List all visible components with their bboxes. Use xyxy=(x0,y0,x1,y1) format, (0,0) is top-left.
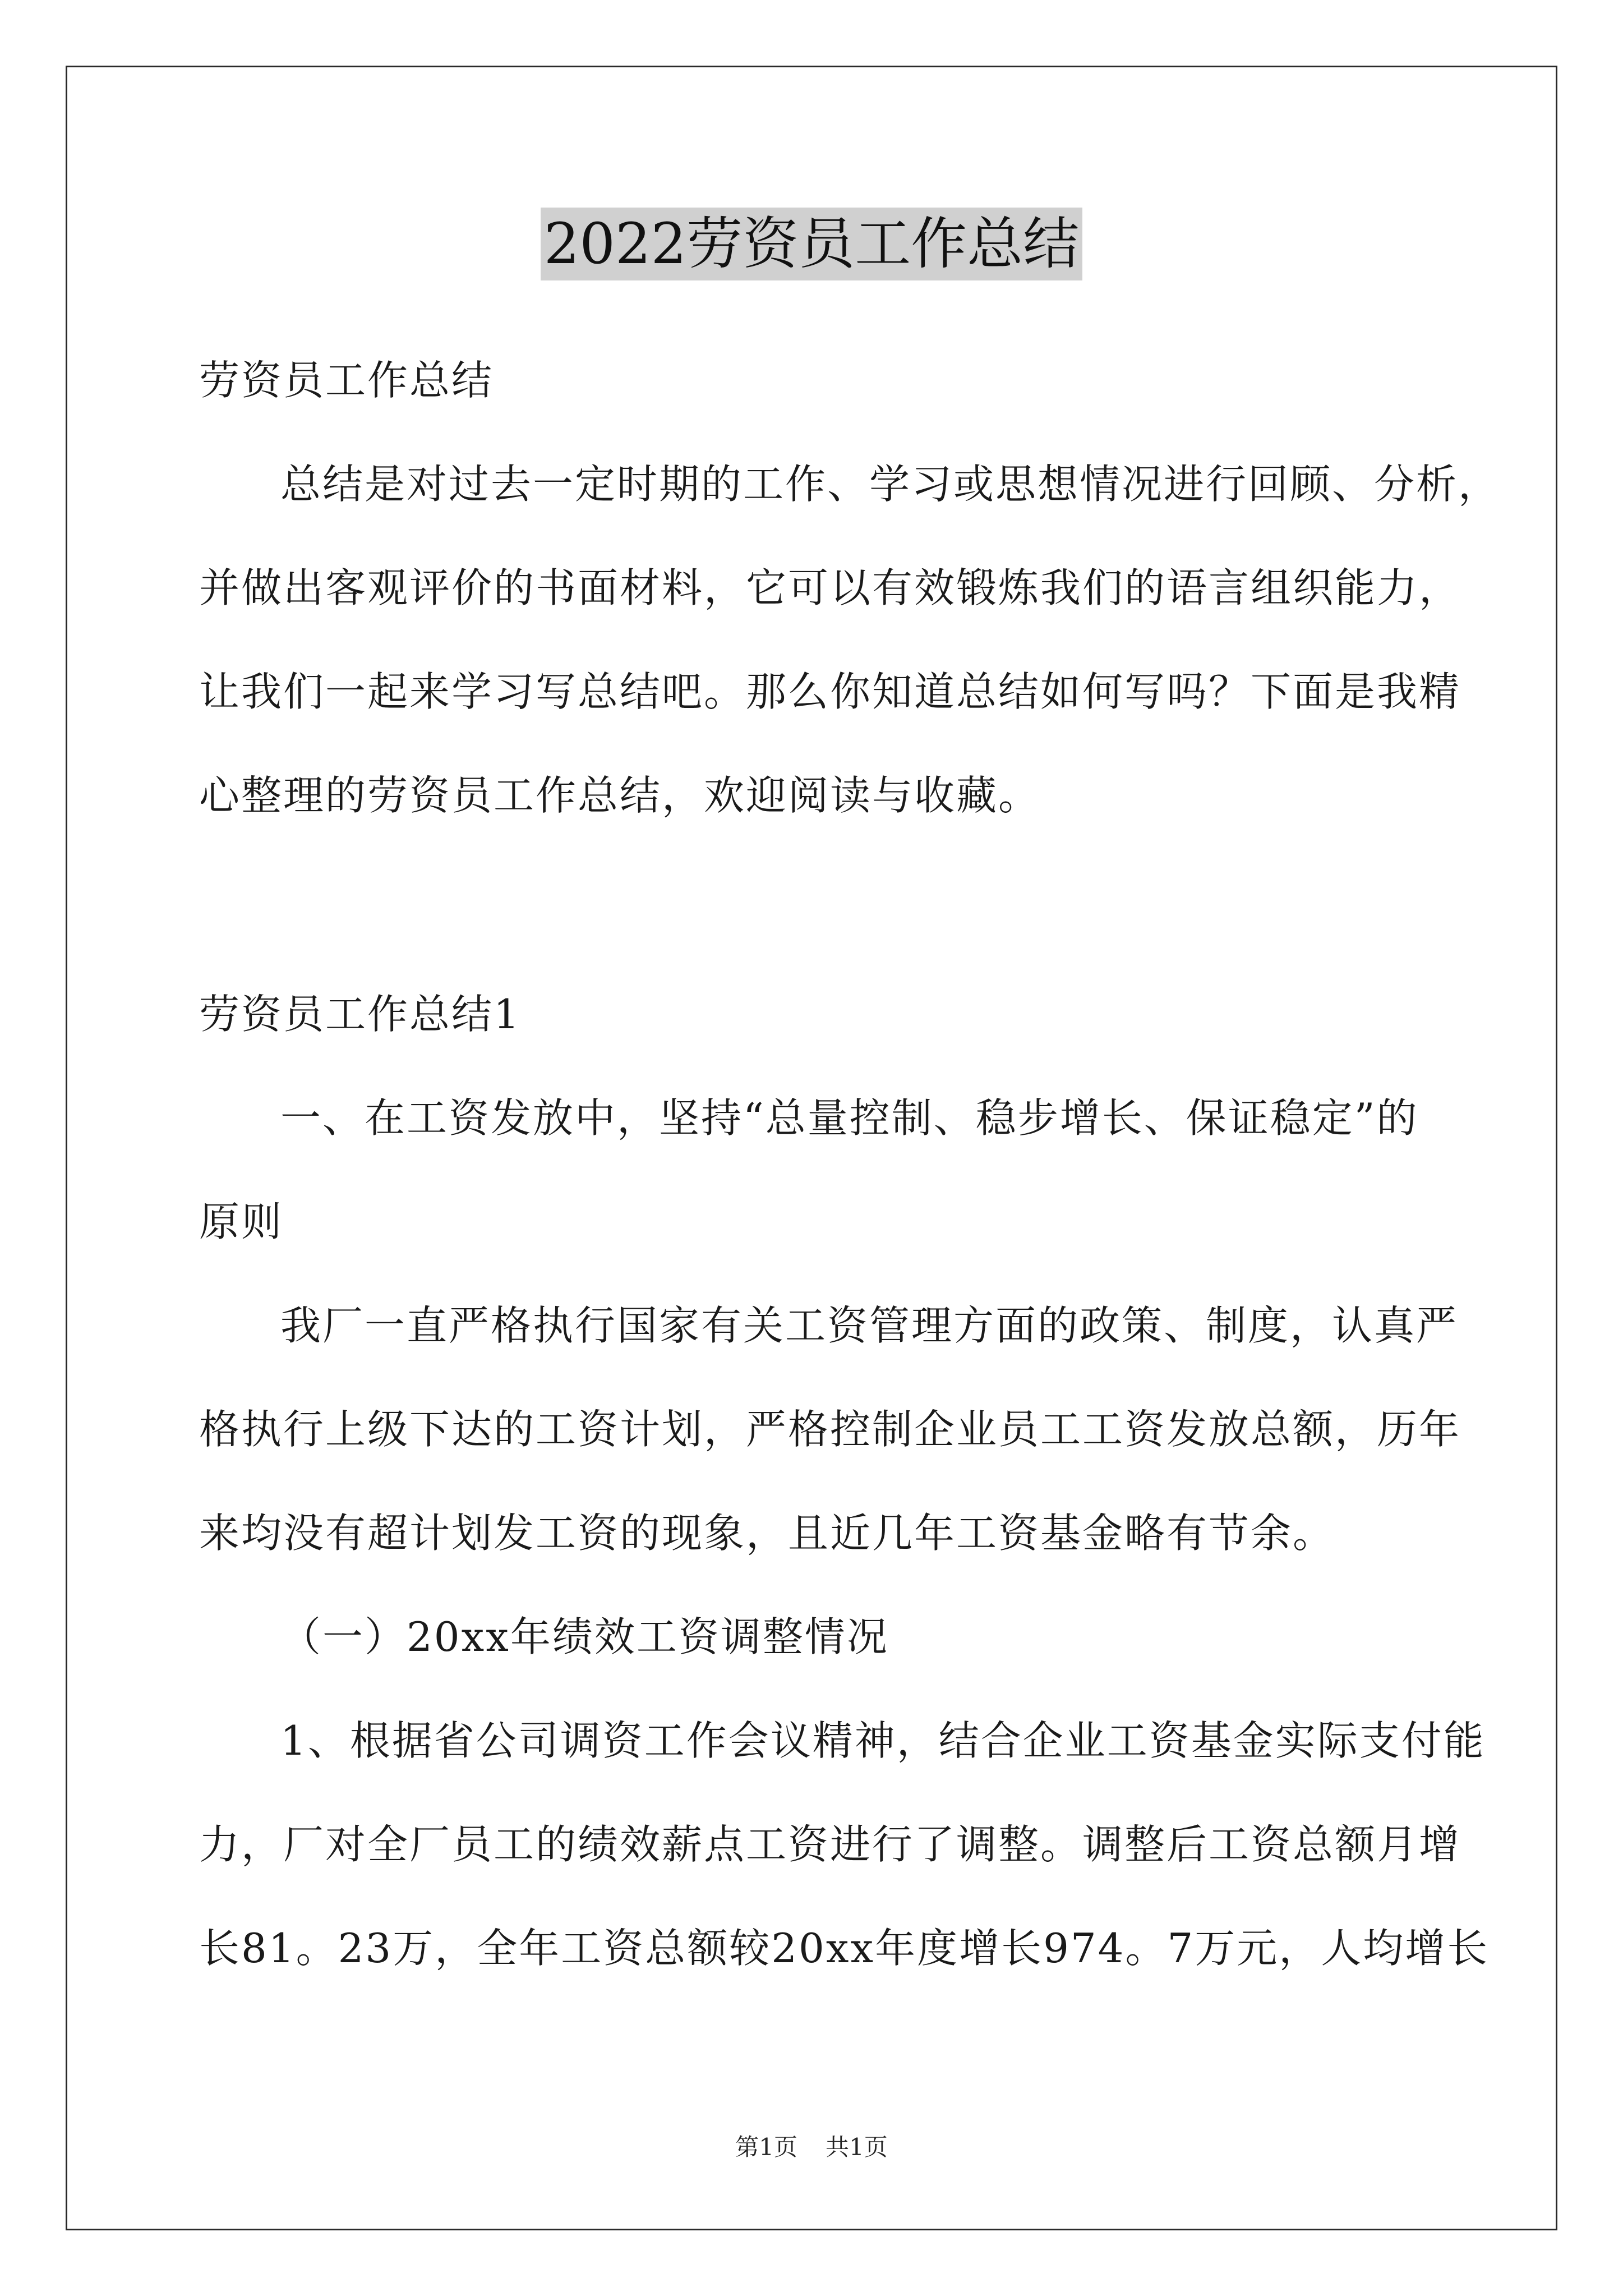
document-title: 2022劳资员工作总结 xyxy=(541,208,1083,280)
paragraph-line: 总结是对过去一定时期的工作、学习或思想情况进行回顾、分析， xyxy=(280,461,1501,508)
section-heading: 劳资员工作总结1 xyxy=(199,991,521,1038)
section-heading: 劳资员工作总结 xyxy=(199,357,494,404)
paragraph-line: 格执行上级下达的工资计划，严格控制企业员工工资发放总额，历年 xyxy=(199,1406,1461,1453)
paragraph-line: 原则 xyxy=(199,1198,284,1245)
sub-heading: （一）20xx年绩效工资调整情况 xyxy=(280,1613,889,1660)
paragraph-line: 并做出客观评价的书面材料，它可以有效锻炼我们的语言组织能力， xyxy=(199,564,1461,611)
paragraph-line: 长81。23万，全年工资总额较20xx年度增长974。7万元，人均增长 xyxy=(199,1925,1490,1972)
document-title-wrapper xyxy=(0,208,1623,280)
paragraph-line: 来均没有超计划发工资的现象，且近几年工资基金略有节余。 xyxy=(199,1510,1335,1557)
paragraph-line: 让我们一起来学习写总结吧。那么你知道总结如何写吗？下面是我精 xyxy=(199,668,1461,715)
paragraph-line: 一、在工资发放中，坚持“总量控制、稳步增长、保证稳定”的 xyxy=(280,1094,1419,1142)
paragraph-line: 1、根据省公司调资工作会议精神，结合企业工资基金实际支付能 xyxy=(280,1717,1486,1764)
paragraph-line: 心整理的劳资员工作总结，欢迎阅读与收藏。 xyxy=(199,772,1041,819)
page-total: 共1页 xyxy=(826,2133,888,2161)
page-footer xyxy=(0,2132,1623,2163)
paragraph-line: 力，厂对全厂员工的绩效薪点工资进行了调整。调整后工资总额月增 xyxy=(199,1821,1461,1868)
paragraph-line: 我厂一直严格执行国家有关工资管理方面的政策、制度，认真严 xyxy=(280,1302,1459,1349)
page-number: 第1页 xyxy=(735,2133,797,2161)
